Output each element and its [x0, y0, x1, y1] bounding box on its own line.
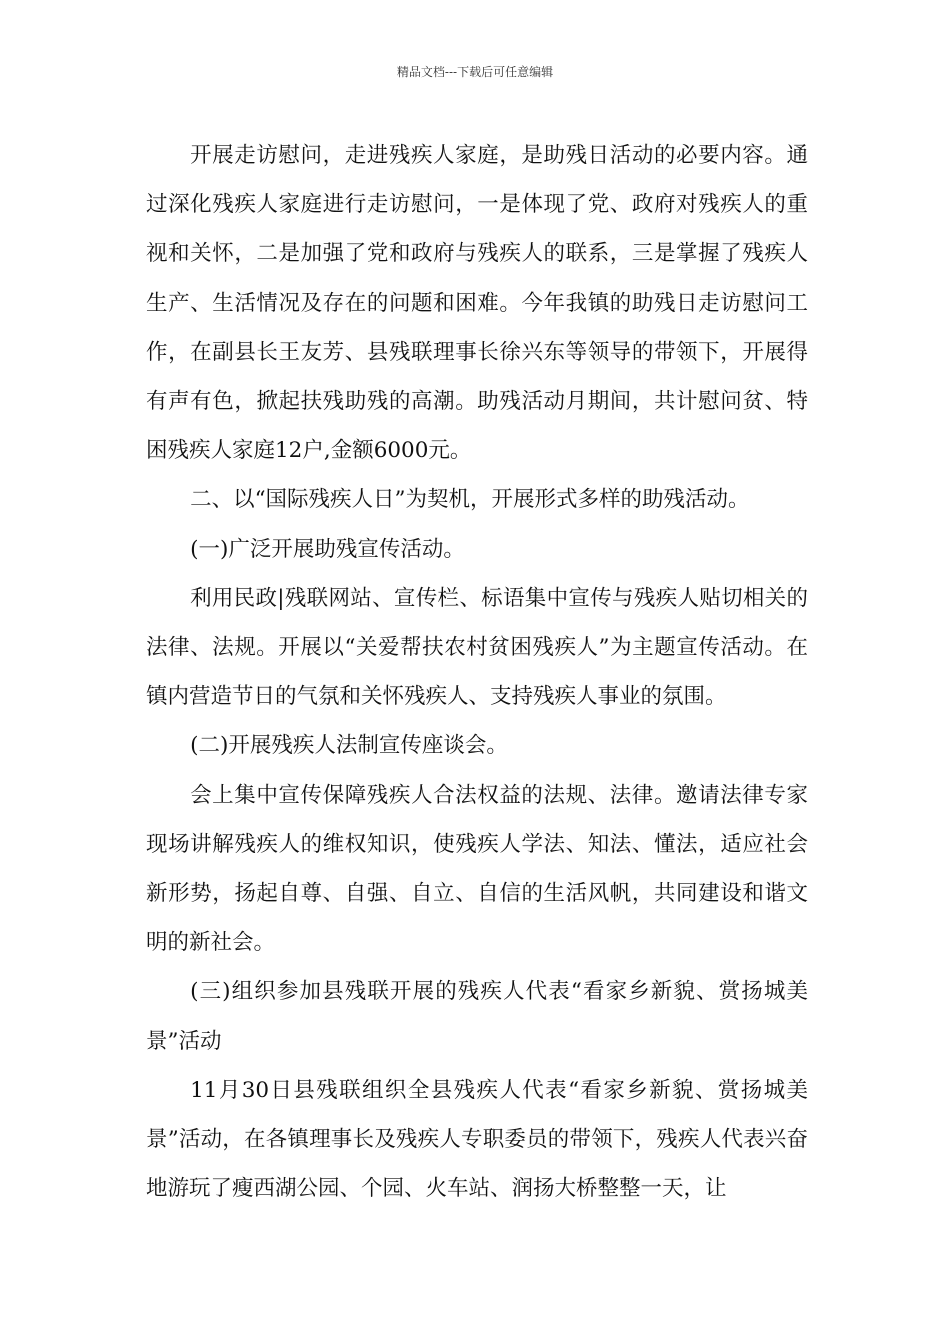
document-body [146, 131, 808, 1213]
paragraph-legal-seminar: 会上集中宣传保障残疾人合法权益的法规、法律。邀请法律专家现场讲解残疾人的维权知识，使残疾人学法、知法、懂法，适应社会新形势，扬起自尊、自强、自立、自信的生活风帆，共同建设和谐文明的新社会。 [146, 782, 808, 956]
paragraph-section-two-heading: 二、以“国际残疾人日”为契机，开展形式多样的助残活动。 [190, 487, 750, 513]
paragraph-visit-condolence: 开展走访慰问，走进残疾人家庭，是助残日活动的必要内容。通过深化残疾人家庭进行走访慰问，一是体现了党、政府对残疾人的重视和关怀，二是加强了党和政府与残疾人的联系，三是掌握了残疾人生产、生活情况及存在的问题和困难。今年我镇的助残日走访慰问工作，在副县长王友芳、县残联理事长徐兴东等领导的带领下，开展得有声有色，掀起扶残助残的高潮。助残活动月期间，共计慰问贫、特困残疾人家庭12户,金额6000元。 [146, 143, 808, 464]
paragraph-publicity: 利用民政|残联网站、宣传栏、标语集中宣传与残疾人贴切相关的法律、法规。开展以“关爱帮扶农村贫困残疾人”为主题宣传活动。在镇内营造节日的气氛和关怀残疾人、支持残疾人事业的氛围。 [146, 585, 808, 710]
paragraph-subheading-one: (一)广泛开展助残宣传活动。 [190, 536, 465, 562]
paragraph-tour-activity: 11月30日县残联组织全县残疾人代表“看家乡新貌、赏扬城美景”活动，在各镇理事长及残疾人专职委员的带领下，残疾人代表兴奋地游玩了瘦西湖公园、个园、火车站、润扬大桥整整一天，让 [146, 1077, 808, 1202]
paragraph-subheading-two: (二)开展残疾人法制宣传座谈会。 [190, 733, 508, 759]
page-header: 精品文档---下载后可任意编辑 [396, 65, 554, 79]
paragraph-subheading-three: (三)组织参加县残联开展的残疾人代表“看家乡新貌、赏扬城美景”活动 [146, 979, 808, 1054]
